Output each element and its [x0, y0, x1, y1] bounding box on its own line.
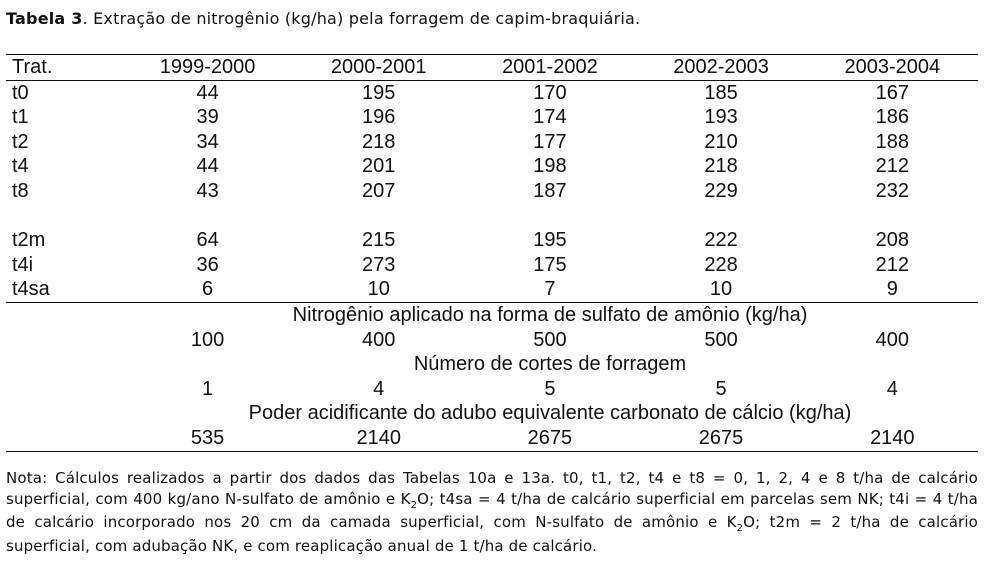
table-cell: 167: [875, 81, 909, 104]
table-cell: 222: [704, 229, 738, 252]
note-subscript-1: 2: [410, 499, 418, 511]
table-caption-label: Tabela 3: [6, 9, 83, 28]
table-cell: 4: [886, 377, 898, 400]
header-cell: 2003-2004: [807, 55, 978, 81]
header-cell: 2000-2001: [293, 55, 464, 81]
table-cell: t8: [12, 179, 29, 202]
table-cell: 2140: [293, 426, 464, 451]
table-row: [6, 105, 978, 130]
table-cell: 195: [362, 81, 396, 104]
section-title-acid: Poder acidificante do adubo equivalente carbonato de cálcio (kg/ha): [248, 402, 852, 425]
table-note: [6, 468, 978, 556]
section-values-spacer: [6, 377, 122, 402]
table-cell: 212: [875, 253, 909, 276]
table-cell: t4sa: [12, 278, 50, 301]
table-cell: 36: [196, 253, 219, 276]
table-cell: 6: [202, 278, 214, 301]
table-cell: 215: [362, 229, 396, 252]
spacer-cell: [6, 204, 978, 229]
table-cell: 4: [373, 377, 385, 400]
table-cell: 400: [875, 328, 909, 351]
table-cell: 228: [704, 253, 738, 276]
table-cell: 196: [362, 106, 396, 129]
section-values-row: [6, 377, 978, 402]
table-caption: [6, 9, 640, 28]
section-title-row: [6, 302, 978, 327]
table-cell: t2: [12, 130, 29, 153]
table-cell: 5: [715, 377, 727, 400]
table-cell: 44: [196, 81, 219, 104]
header-row: [6, 55, 978, 81]
spacer-row: [6, 204, 978, 229]
table-cell: 201: [362, 155, 396, 178]
section-values-spacer: [6, 426, 122, 451]
table-cell: 207: [362, 179, 396, 202]
table-cell: 193: [704, 106, 738, 129]
table-row: [6, 130, 978, 155]
table-cell: 170: [533, 81, 567, 104]
table-cell: 43: [196, 179, 219, 202]
section-title-spacer: [6, 401, 122, 426]
section-title-row: [6, 401, 978, 426]
header-cell: 2002-2003: [635, 55, 806, 81]
table-cell: 186: [875, 106, 909, 129]
header-cell: 1999-2000: [122, 55, 293, 81]
section-title-spacer: [6, 352, 122, 377]
header-cell: Trat.: [6, 55, 122, 81]
table-cell: 188: [875, 130, 909, 153]
table-cell: 500: [704, 328, 738, 351]
header-cell: 2001-2002: [464, 55, 635, 81]
table-cell: 232: [875, 179, 909, 202]
table-row: [6, 228, 978, 253]
table-cell: 218: [362, 130, 396, 153]
table-cell: 2675: [635, 426, 806, 451]
note-text-2: O; t4sa = 4 t/ha de calcário superficial em parcelas sem NK; t4i = 4 t/ha de calcário incorporado nos 20 cm da camada superficial, com N-sulfato de amônio e K: [6, 489, 979, 531]
table-cell: 195: [533, 229, 567, 252]
table-cell: 34: [196, 130, 219, 153]
section-title-row: [6, 352, 978, 377]
table-cell: t4: [12, 155, 29, 178]
table-cell: 10: [367, 278, 390, 301]
table-cell: 177: [533, 130, 567, 153]
section-title-cuts: Número de cortes de forragem: [413, 353, 687, 376]
table-cell: 187: [533, 179, 567, 202]
table-cell: 174: [533, 106, 567, 129]
table-cell: 273: [362, 253, 396, 276]
table-cell: 44: [196, 155, 219, 178]
table-cell: 10: [709, 278, 733, 301]
note-text-3: O; t2m = 2 t/ha de calcário superficial, com adubação NK, e com reaplicação anual de 1 t/ha de calcário.: [6, 513, 978, 555]
table-cell: 185: [704, 81, 738, 104]
table-cell: 2140: [807, 426, 978, 451]
table-cell: 500: [533, 328, 567, 351]
table-row: [6, 80, 978, 105]
table-cell: 1: [202, 377, 214, 400]
table-cell: t1: [12, 106, 29, 129]
table-cell: 400: [362, 328, 396, 351]
table-cell: 175: [533, 253, 567, 276]
table-caption-text: . Extração de nitrogênio (kg/ha) pela forragem de capim-braquiária.: [82, 9, 641, 28]
table-cell: 208: [875, 229, 909, 252]
note-subscript-2: 2: [736, 523, 744, 534]
table-cell: 9: [886, 278, 898, 301]
section-values-spacer: [6, 328, 122, 353]
table-cell: 2675: [464, 426, 635, 451]
section-values-row: [6, 426, 978, 451]
table-cell: 39: [196, 106, 219, 129]
table-cell: 100: [190, 328, 225, 351]
table-cell: t2m: [12, 229, 46, 252]
table-cell: 212: [875, 155, 909, 178]
section-title-n-applied: Nitrogênio aplicado na forma de sulfato de amônio (kg/ha): [292, 303, 808, 326]
table-cell: t4i: [12, 253, 34, 276]
table-cell: 64: [196, 229, 219, 252]
table-row: [6, 277, 978, 302]
table-row: [6, 253, 978, 278]
table-cell: 7: [544, 278, 556, 301]
table-cell: 535: [122, 426, 293, 451]
section-values-row: [6, 328, 978, 353]
table-cell: 210: [704, 130, 738, 153]
table-row: [6, 179, 978, 204]
table-cell: 5: [544, 377, 556, 400]
section-title-spacer: [6, 302, 122, 327]
data-table: [6, 54, 978, 452]
note-text-1: Nota: Cálculos realizados a partir dos dados das Tabelas 10a e 13a. t0, t1, t2, t4 e t8 = 0, 1, 2, 4 e 8 t/ha de calcário superficial, com 400 kg/ano N-sulfato de amônio e K: [6, 469, 978, 508]
table-cell: 198: [533, 155, 567, 178]
table-cell: 229: [704, 179, 738, 202]
table-row: [6, 154, 978, 179]
table-cell: 218: [704, 155, 738, 178]
table-cell: t0: [12, 81, 29, 104]
